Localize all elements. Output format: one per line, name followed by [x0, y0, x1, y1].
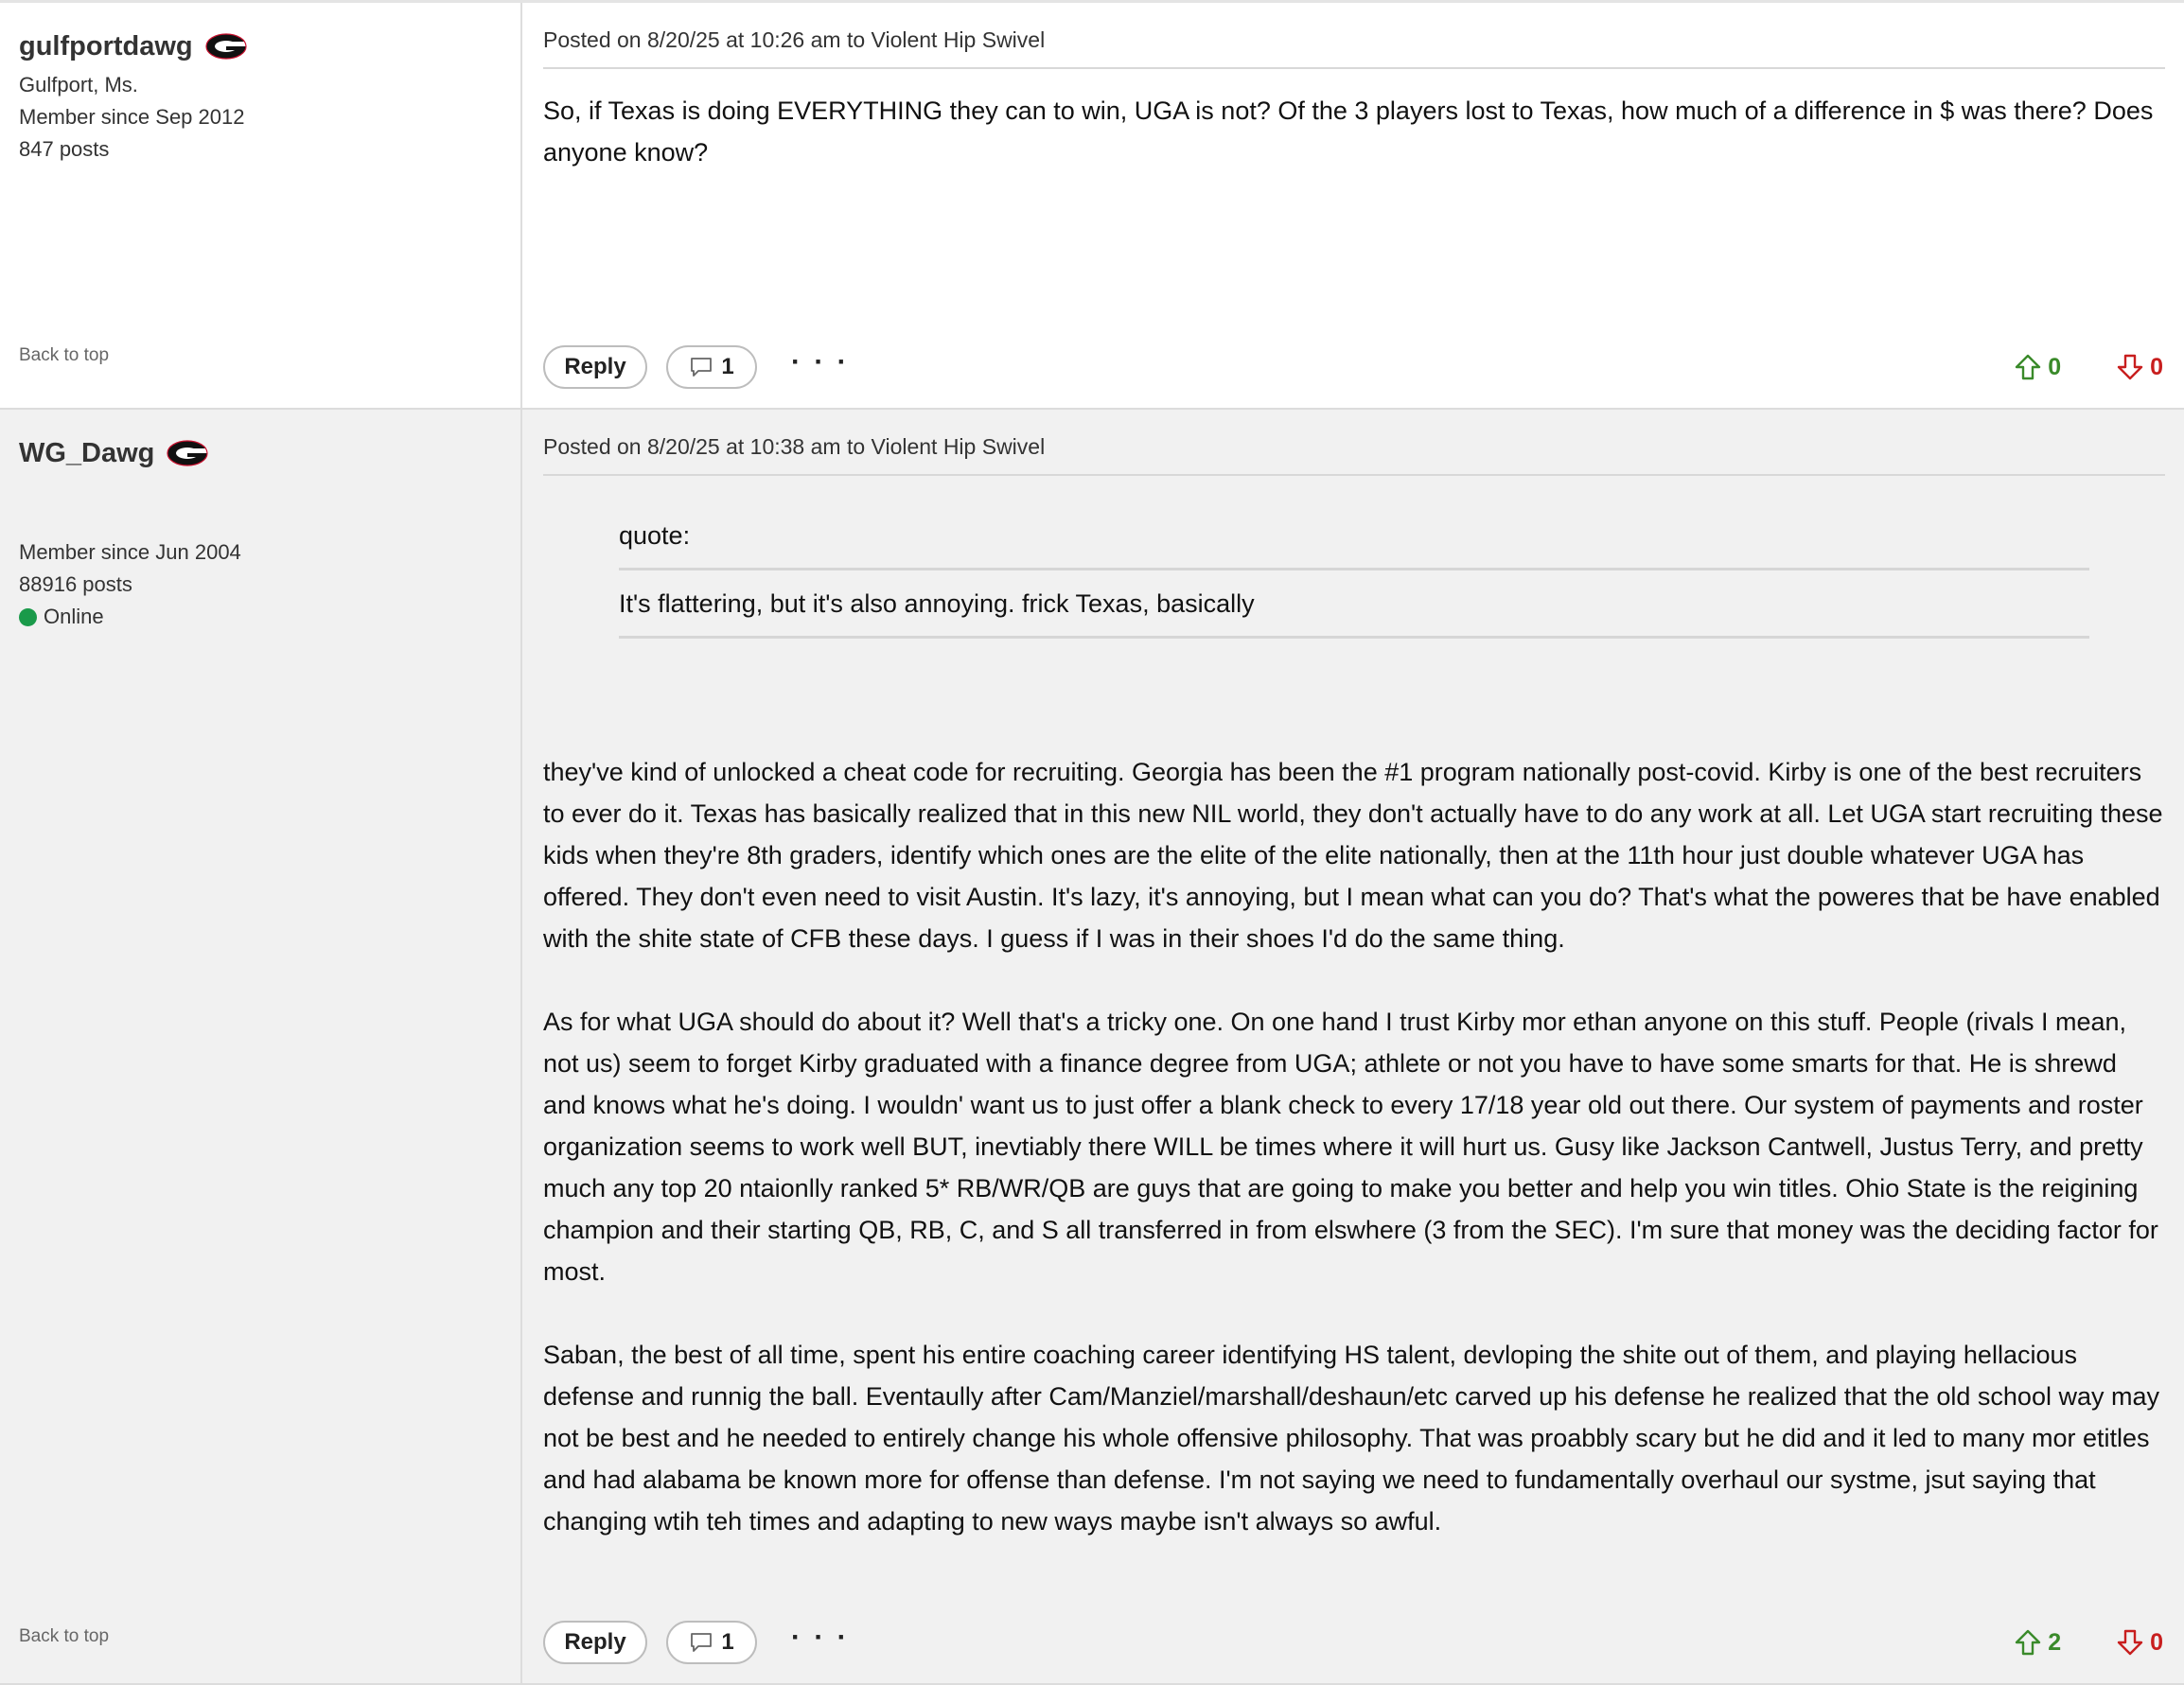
author-sidebar: [0, 3, 522, 408]
author-location-empty: [19, 472, 502, 504]
author-header: [19, 27, 502, 65]
forum-post: [0, 3, 2184, 410]
comment-icon: [689, 356, 713, 378]
author-post-count: 88916 posts: [19, 572, 132, 596]
comment-count-button[interactable]: [666, 345, 757, 389]
author-username[interactable]: WG_Dawg: [19, 437, 155, 468]
arrow-down-icon: [2116, 353, 2144, 381]
downvote-button[interactable]: [2116, 1628, 2163, 1657]
post-content: [522, 3, 2184, 408]
post-header: Posted on 8/20/25 at 10:38 am to Violent Hip Swivel: [543, 410, 2165, 476]
author-sidebar: [0, 410, 522, 1683]
comment-count-button[interactable]: [666, 1621, 757, 1664]
arrow-down-icon: [2116, 1628, 2144, 1657]
upvote-count: 0: [2048, 353, 2062, 380]
downvote-count: 0: [2150, 1628, 2163, 1656]
vote-controls: [2014, 353, 2163, 381]
back-to-top-link[interactable]: Back to top: [19, 345, 110, 365]
online-dot-icon: [19, 608, 37, 626]
upvote-button[interactable]: [2014, 353, 2061, 381]
arrow-up-icon: [2014, 353, 2042, 381]
author-member-since: Member since Sep 2012: [19, 105, 245, 129]
post-body: [543, 751, 2165, 1542]
author-location-spacer: [19, 504, 502, 536]
author-header: [19, 434, 502, 472]
post-actions: [543, 1621, 2163, 1664]
comment-count: 1: [721, 354, 734, 379]
post-header: Posted on 8/20/25 at 10:26 am to Violent Hip Swivel: [543, 3, 2165, 69]
arrow-up-icon: [2014, 1628, 2042, 1657]
post-paragraph: they've kind of unlocked a cheat code for recruiting. Georgia has been the #1 program nationally post-covid. Kirby is one of the best recruiters to ever do it. Texas has basically realized that in this new NIL world, they don't actually have to do any work at all. Let UGA start recruiting these kids when they're 8th graders, identify which ones are the elite of the elite nationally, then at the 11th hour just double whatever UGA has offered. They don't even need to visit Austin. It's lazy, it's annoying, but I mean what can you do? That's what the poweres that be have enabled with the shite state of CFB these days. I guess if I was in their shoes I'd do the same thing.: [543, 758, 2163, 953]
reply-button[interactable]: Reply: [543, 345, 647, 389]
back-to-top-link[interactable]: Back to top: [19, 1626, 110, 1646]
quote-text: It's flattering, but it's also annoying. frick Texas, basically: [619, 570, 2089, 639]
online-status: [19, 601, 502, 633]
comment-count: 1: [721, 1629, 734, 1655]
post-paragraph: So, if Texas is doing EVERYTHING they can to win, UGA is not? Of the 3 players lost to Texas, how much of a difference in $ was there? Does anyone know?: [543, 97, 2154, 167]
post-paragraph: Saban, the best of all time, spent his entire coaching career identifying HS talent, devloping the shite out of them, and playing hellacious defense and runnig the ball. Eventaully after Cam/Manziel/marshall/deshaun/etc carved up his defense he realized that the old school way may not be best and he needed to entirely change his whole offensive philosophy. That was proabbly scary but he did and it led to many mor etitles and had alabama be known more for offense than defense. I'm not saying we need to fundamentally overhaul our systme, jsut saying that changing wtih teh times and adapting to new ways maybe isn't always so awful.: [543, 1341, 2159, 1536]
reply-button[interactable]: Reply: [543, 1621, 647, 1664]
more-options-button[interactable]: · · ·: [791, 1622, 850, 1653]
upvote-count: 2: [2048, 1628, 2062, 1656]
author-location: Gulfport, Ms.: [19, 73, 138, 97]
forum-post: [0, 410, 2184, 1685]
post-content: [522, 410, 2184, 1683]
author-username[interactable]: gulfportdawg: [19, 30, 193, 61]
post-actions: [543, 345, 2163, 389]
downvote-count: 0: [2150, 353, 2163, 380]
author-post-count: 847 posts: [19, 137, 110, 161]
quote-label: quote:: [619, 521, 2089, 570]
comment-icon: [689, 1631, 713, 1654]
upvote-button[interactable]: [2014, 1628, 2061, 1657]
vote-controls: [2014, 1628, 2163, 1657]
georgia-g-icon: [204, 31, 248, 61]
post-body: [543, 90, 2165, 173]
downvote-button[interactable]: [2116, 353, 2163, 381]
more-options-button[interactable]: · · ·: [791, 346, 850, 377]
post-paragraph: As for what UGA should do about it? Well that's a tricky one. On one hand I trust Kirby mor ethan anyone on this stuff. People (rivals I mean, not us) seem to forget Kirby graduated with a finance degree from UGA; athlete or not you have to have some smarts for that. He is shrewd and knows what he's doing. I wouldn' want us to just offer a blank check to every 17/18 year old out there. Our system of payments and roster organization seems to work well BUT, inevtiably there WILL be times where it will hurt us. Gusy like Jackson Cantwell, Justus Terry, and pretty much any top 20 ntaionlly ranked 5* RB/WR/QB are guys that are going to make you better and help you win titles. Ohio State is the reigining champion and their starting QB, RB, C, and S all transferred in from elswhere (3 from the SEC). I'm sure that money was the deciding factor for most.: [543, 1008, 2158, 1286]
online-label: Online: [44, 605, 104, 628]
quote-block: [619, 521, 2089, 639]
author-member-since: Member since Jun 2004: [19, 540, 241, 564]
georgia-g-icon: [166, 438, 209, 468]
